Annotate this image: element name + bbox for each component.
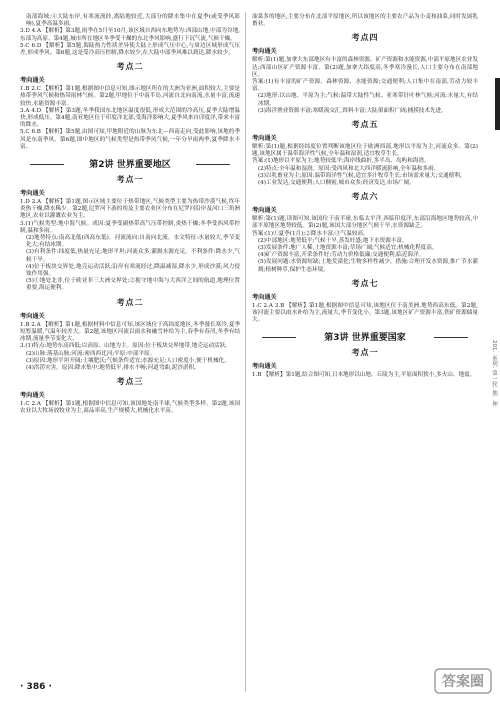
answer-paragraph: (3)发展条件:地广人稀,土地资源丰富;草场广阔;气候适宜;机械化程度高。: [258, 245, 438, 252]
answer-paragraph: (5)发展问题:水资源短缺;土地荒漠化;生物多样性减少。措施:合理开发水资源,推广节水灌溉;植树种草,保护生态环境。: [258, 259, 478, 273]
column-divider: [245, 12, 246, 692]
answer-paragraph: (5)①地处北非,位于欧亚非三大洲交界处;②扼守地中海与大西洋之间的航道,地理位置重要,海运便利。: [26, 278, 240, 292]
answer-paragraph: (3)原因:地形平坦开阔;土壤肥沃;气候条件适宜;水源充足;人口密度小,便于机械化。: [26, 357, 230, 364]
section-heading: 考点四: [351, 33, 379, 43]
edge-tab-marker: [495, 78, 500, 130]
answer-paragraph: (2)中部地区:地势低平;气候干旱,蒸发旺盛;地下水资源丰富。: [258, 237, 408, 244]
answer-paragraph: (3)以乳畜业为主;原因:温带海洋性气候,适宜多汁牧草生长;市场需求量大;交通便利。: [258, 172, 466, 179]
margin-series-text: 201. .系列. 第一轮. 地. .理: [491, 340, 497, 407]
answer-paragraph: (4)工业发达,交通便利;人口稠密,城市众多;经济发达,市场广阔。: [258, 180, 415, 187]
subsection-label: 考向通关: [252, 48, 277, 56]
answer-paragraph: 答案:(1)①夏季(1月);②降水丰富;③气温较高。: [252, 230, 369, 237]
answer-paragraph: (2)山脉:落基山脉;河流:密西西比河;平原:中部平原。: [26, 350, 156, 357]
subsection-label: 考向通关: [20, 312, 45, 320]
chapter-title: 第2讲 世界重要地区: [20, 157, 240, 170]
section-heading: 考点一: [116, 175, 144, 185]
section-heading: 考点五: [351, 120, 379, 130]
subsection-label: 考向通关: [20, 190, 45, 198]
answer-paragraph: 1.B 2.C 【解析】第1题,根据图中信息可知,图示地区所在的大洲为亚洲,面积较大,主要是热带季风气候和热带雨林气候。第2题,甲地位于中南半岛,河流自北向南流,水量丰富,流速较快,水能资源丰富。: [20, 86, 240, 107]
answer-paragraph: 油菜多的地区,主要分布在北部平原地区,所以该地区的主要农产品为小麦和油菜,同时发展乳畜业。: [252, 14, 478, 28]
answer-paragraph: 南部海域;④大陆东岸,有寒流流经,离陆地较近,大部分的降水集中在夏季(或受季风影响),夏季高温多雨。: [26, 14, 240, 28]
subsection-label: 考向通关: [252, 207, 277, 215]
page-number: · 386 ·: [20, 682, 52, 692]
answer-paragraph: 答案:(1)有丰富的矿产资源、森林资源、水能资源;交通便利;人口集中在南部,劳动力较丰富。: [252, 79, 478, 93]
section-heading: 考点三: [116, 377, 144, 387]
chapter-title: 第3讲 世界重要国家: [252, 330, 478, 343]
section-heading: 考点二: [116, 297, 144, 307]
answer-paragraph: 3.D 4.A 【解析】第3题,雨季在5月至10月,该区域自西向东地势为:西部山地,中部为谷地,东部为高原。第4题,城市所在地区冬季受干燥的东北季风影响,盛行下沉气流,气候干燥。: [20, 28, 240, 42]
section-heading: 考点二: [116, 62, 144, 72]
answer-paragraph: (3)有利条件:纬度低,热量充足;地形平坦;河流众多,灌溉水源充足。不利条件:降水少,气候干旱。: [26, 249, 240, 263]
subsection-label: 考向通关: [20, 77, 45, 85]
subsection-label: 考向通关: [252, 135, 277, 143]
section-heading: 考点七: [351, 278, 379, 288]
answer-paragraph: 解析:第(1)题,根据经纬度位置判断该地区位于欧洲西部,地形以平原为主,河流众多。第(2)题,该地区属于温带海洋性气候,全年温和湿润,适宜牧草生长。: [252, 144, 478, 158]
answer-paragraph: (4)洪涝灾害。原因:降水集中;地势低平,排水不畅;河道弯曲,泥沙淤积。: [26, 364, 200, 371]
answer-paragraph: (2)地势特点:南高北低(西高东低)。河流流向:自南向北流。水文特征:水量较大,季节变化大;有结冰期。: [26, 235, 240, 249]
subsection-label: 考向通关: [252, 363, 277, 371]
answer-paragraph: 解析:第(1)题,加拿大东部地区有丰富的森林资源、矿产资源和水能资源,中部平原地区农业发达;西部山区矿产资源丰富。第(2)题,加拿大纬度高,冬季寒冷漫长,人口主要分布在南部地区。: [252, 57, 478, 78]
answer-paragraph: 答案:(1)地形以平原为主;地势较低平;海岸线曲折,多半岛、岛屿和海湾。: [252, 158, 430, 165]
answer-paragraph: 1.B 【解析】第1题,结合图可知,日本地形以山地、丘陵为主,平原面积狭小,多火山、地震。: [252, 372, 476, 379]
answer-paragraph: 1.B 2.A 【解析】第1题,根据材料中信息可知,该区域位于高纬度地区,冬季漫长寒冷,夏季短暂温暖,气温年较差大。第2题,该地区河流以雨水和融雪补给为主,春季有春汛,冬季有结冰期,流量季节变化大。: [20, 321, 240, 343]
answer-paragraph: (3)海洋渔业资源丰富;寒暖流交汇,饵料丰富;大陆架面积广阔;捕捞技术先进。: [258, 107, 447, 114]
answer-paragraph: 1.C 2.A 3.B 【解析】第1题,根据图中信息可知,该地区位于南美洲,地势西高东低。第2题,该河流主要以雨水补给为主,流量大,季节变化小。第3题,该地区矿产资源丰富,铁矿资源储量大。: [252, 302, 478, 324]
right-column: [252, 14, 478, 380]
answer-paragraph: 1.D 2.A 【解析】第1题,图示区域主要位于热带地区,气候类型主要为热带沙漠气候,终年炎热干燥,降水稀少。第2题,尼罗河下游的埃及主要农业区分布在尼罗河沿岸及河口三角洲地区,农业以灌溉农业为主。: [20, 199, 240, 220]
subsection-label: 考向通关: [252, 293, 277, 301]
answer-paragraph: 3.(1)特点:地势东高西低;以高原、山地为主。原因:位于板块交界地带,地壳运动活跃。: [20, 343, 231, 350]
section-heading: 考点六: [351, 192, 379, 202]
answer-paragraph: (4)位于板块交界处,地壳运动活跃;沿岸有寒流经过,降温减湿,降水少,形成沙漠;风力侵蚀作用强。: [26, 263, 240, 278]
answer-paragraph: 3.A 4.D 【解析】第3题,冬季我国东北地区温度很低,形成大范围的冷高压,夏季大陆增温快,形成低压。第4题,南亚地区位于印度洋北部,受海洋影响大,夏季风来自印度洋,带来丰富的降水。: [20, 107, 240, 129]
answer-paragraph: 5.C 6.B 【解析】第5题,由图可知,甲地附近的山脉为东北—西南走向,受此影响,该地的季风是东南季风。第6题,图中地区的气候类型是热带季风气候,一年分旱雨两季,夏季降水丰富。: [20, 129, 240, 150]
subsection-label: 考向通关: [20, 392, 45, 400]
answer-paragraph: (2)特点:全年温和湿润。原因:受西风和北大西洋暖流影响,全年温和多雨。: [258, 165, 440, 172]
left-column: [20, 14, 240, 416]
watermark-seal-text: 答案圈: [442, 674, 484, 690]
watermark-seal: [434, 668, 492, 694]
answer-paragraph: (4)矿产资源丰富,开采条件好;劳动力价格低廉;交通便利,临近海洋。: [258, 252, 425, 259]
section-heading: 考点一: [351, 348, 379, 358]
answer-paragraph: 1.C 2.A 【解析】第1题,根据图中信息可知,该国地处南半球,气候类型多样。第2题,该国农业以大牧场放牧业为主,商品率高,生产规模大,机械化水平高。: [20, 401, 240, 415]
answer-paragraph: (2)地形:以山地、平原为主;气候:温带大陆性气候、亚寒带针叶林气候;河流:水量大,有结冰期。: [258, 93, 478, 107]
answer-paragraph: 5.C 6.D 【解析】第5题,海陆热力性质差异使大陆上形成气压中心,与周边区域形成气压差,形成季风。第6题,这是受冷高压控制,降水较少,在大陆中部季风难以到达,降水较少。: [20, 42, 240, 57]
answer-paragraph: 3.(1)气候类型:地中海气候。成因:夏季受副热带高气压带控制,炎热干燥;冬季受西风带控制,温和多雨。: [20, 220, 240, 234]
answer-paragraph: 解析:第(1)题,读图可知,该国位于南半球,东临太平洋,西临印度洋,东部沿海地区地势较高,中部平原地区地势较低。第(2)题,该国大部分地区气候干旱,水资源缺乏。: [252, 216, 478, 230]
